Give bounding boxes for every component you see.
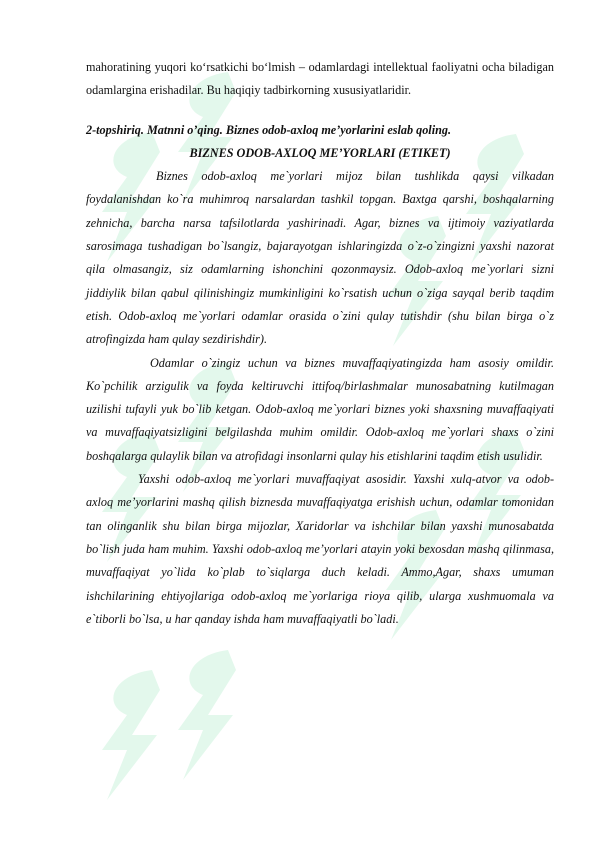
- body-paragraph: Odamlar o`zingiz uchun va biznes muvaffaqiyatingizda ham asosiy omildir. Ko`pchilik arzigulik va foyda keltiruvchi ittifoq/birlashmalar munosabatning kutilmagan uzilishi tufayli yuk bo`lib ketgan. Odob-axloq me`yorlari biznes yoki shaxsning muvaffaqiyati va muvaffaqiyatsizligini belgilashda muhim omildir. Odob-axloq me`yorlari shaxs o`zini boshqalarga qulaylik bilan va atrofidagi insonlarni qulay his etishlarini taqdim etish usulidir.: [86, 355, 554, 463]
- body-paragraph: Yaxshi odob-axloq me`yorlari muvaffaqiyat asosidir. Yaxshi xulq-atvor va odob-axloq me’yorlarini mashq qilish biznesda muvaffaqiyatga erishish uchun, odamlar tomonidan tan olinganlik shu bilan birga mijozlar, Xaridorlar va ishchilar bilan yaxshi munosabatda bo`lish juda ham muhim. Yaxshi odob-axloq me’yorlari atayin yoki bexosdan mashq qilinmasa, muvaffaqiyat yo`lida ko`plab to`siqlarga duch keladi. Ammo,Agar, shaxs umuman ishchilarining ehtiyojlariga odob-axloq me`yorlariga rioya qilib, ularga xushmuomala va e`tiborli bo`lsa, u har qanday ishda ham muvaffaqiyatli bo`ladi.: [86, 472, 554, 626]
- intro-paragraph: mahoratining yuqori ko‘rsatkichi bo‘lmish – odamlardagi intellektual faoliyatni ocha biladigan odamlargina erishadilar. Bu haqiqiy tadbirkorning xususiyatlaridir.: [86, 60, 554, 98]
- task-heading: 2-topshiriq. Matnni o’qing. Biznes odob-axloq me’yorlarini eslab qoling.: [86, 122, 451, 137]
- section-title: BIZNES ODOB-AXLOQ ME’YORLARI (ETIKET): [189, 145, 451, 160]
- document-body: [86, 56, 554, 631]
- watermark-logo-icon: [158, 640, 254, 790]
- watermark-logo-icon: [82, 660, 178, 810]
- body-paragraph: Biznes odob-axloq me`yorlari mijoz bilan tushlikda qaysi vilkadan foydalanishdan ko`ra muhimroq narsalardan tashkil topgan. Baxtga qarshi, boshqalarning zehnicha, barcha narsa tafsilotlarda yashirinadi. Agar, biznes va ijtimoiy vaziyatlarda sarosimaga tushadigan bo`lsangiz, bajarayotgan ishlaringizda o`z-o`zingizni yaxshi nazorat qila olmasangiz, siz odamlarning ishonchini qozonmaysiz. Odob-axloq me`yorlari sizni jiddiylik bilan qabul qilinishingiz mumkinligini ko`rsatish uchun o`ziga sayqal berib taqdim etish. Odob-axloq me`yorlari odamlar orasida o`zini qulay tutishdir (shu bilan birga o`z atrofingizda ham qulay sezdirishdir).: [86, 169, 554, 347]
